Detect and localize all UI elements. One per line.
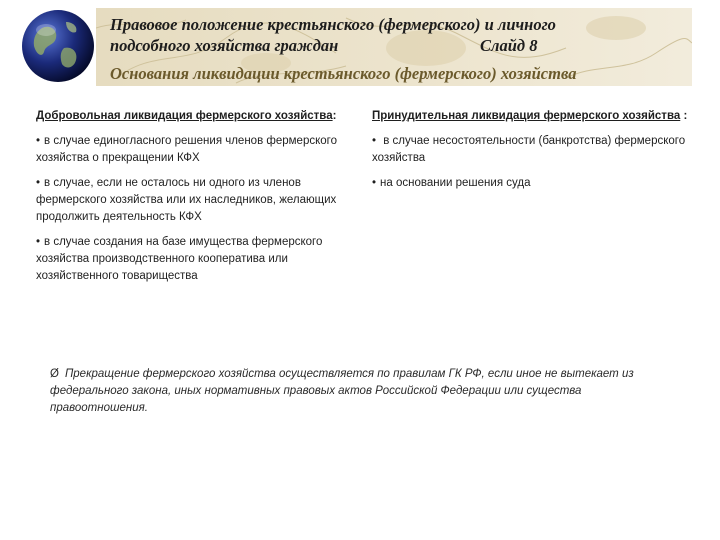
bullet-icon: • (36, 135, 41, 147)
list-item: • в случае несостоятельности (банкротства) фермерского хозяйства (372, 135, 686, 164)
bullet-icon: • (372, 177, 377, 189)
globe-icon (20, 8, 96, 84)
bullet-icon: • (36, 236, 41, 248)
voluntary-liquidation-column (36, 108, 354, 293)
forced-liquidation-column (372, 108, 702, 200)
title-line-2: подсобного хозяйства граждан (110, 36, 339, 55)
list-item: • в случае, если не осталось ни одного из членов фермерского хозяйства или их наследников, желающих продолжить деятельность КФХ (36, 177, 337, 223)
list-item: • на основании решения суда (372, 177, 531, 189)
voluntary-heading: Добровольная ликвидация фермерского хозяйства: (36, 110, 337, 122)
note-text: Прекращение фермерского хозяйства осуществляется по правилам ГК РФ, если иное не вытекает из федерального закона, иных нормативных правовых актов Российской Федерации или существа правоотношения. (50, 368, 634, 414)
page-subtitle: Основания ликвидации крестьянского (фермерского) хозяйства (110, 64, 577, 83)
arrow-bullet-icon: Ø (50, 368, 59, 380)
bullet-icon: • (36, 177, 41, 189)
bullet-icon: • (372, 135, 377, 147)
list-item: • в случае создания на базе имущества фермерского хозяйства производственного кооператива или хозяйственного товарищества (36, 236, 323, 282)
termination-note (50, 366, 680, 417)
slide-label: Слайд 8 (480, 36, 538, 55)
page-title (110, 14, 690, 56)
list-item: • в случае единогласного решения членов фермерского хозяйства о прекращении КФХ (36, 135, 337, 164)
forced-heading: Принудительная ликвидация фермерского хозяйства : (372, 110, 688, 122)
title-line-1: Правовое положение крестьянского (фермерского) и личного (110, 15, 556, 34)
